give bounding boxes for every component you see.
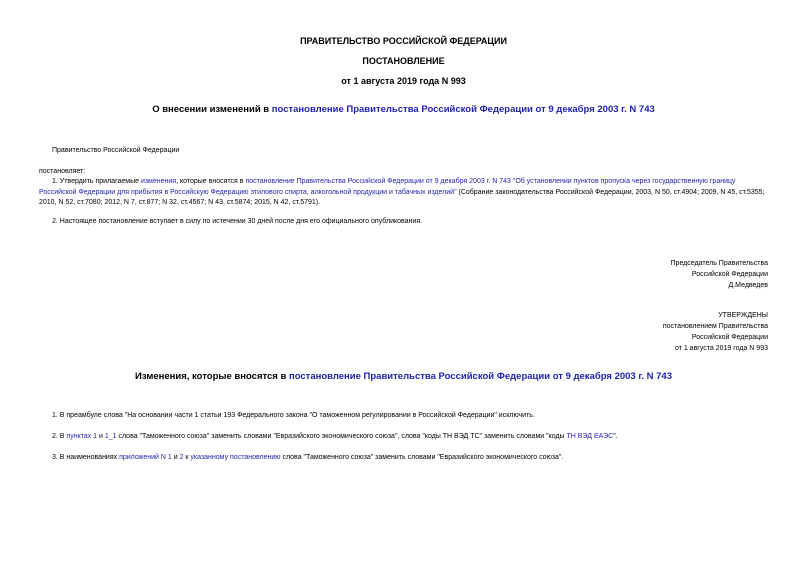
change-3-text-c: к: [183, 454, 191, 461]
appendix-1-link[interactable]: приложений N 1: [119, 454, 172, 461]
approval-line-4: от 1 августа 2019 года N 993: [674, 345, 768, 352]
change-3-paragraph: [52, 454, 563, 461]
item-1-text-a: 1. Утвердить прилагаемые: [52, 178, 141, 185]
changes-title-prefix: Изменения, которые вносятся в: [135, 371, 289, 382]
title-prefix: О внесении изменений в: [152, 104, 272, 115]
approval-line-2: постановлением Правительства: [662, 323, 768, 330]
resolves-text: постановляет:: [39, 168, 86, 175]
appendix-2-link[interactable]: 2: [179, 454, 184, 461]
government-heading: ПРАВИТЕЛЬСТВО РОССИЙСКОЙ ФЕДЕРАЦИИ: [300, 36, 507, 46]
item-1-text-b: , которые вносятся в: [176, 178, 246, 185]
tn-ved-link[interactable]: ТН ВЭД ЕАЭС: [566, 433, 614, 440]
change-2-text-c: слова "Таможенного союза" заменить словами "Евразийского экономического союза", слова "коды ТН ВЭД ТС" заменить словами "коды: [116, 433, 567, 440]
change-2-text-d: ".: [613, 433, 618, 440]
changes-link[interactable]: изменения: [140, 178, 177, 185]
change-3-text-d: слова "Таможенного союза" заменить словами "Евразийского экономического союза".: [280, 454, 564, 461]
item-1-paragraph: [39, 177, 769, 209]
decree-743-link[interactable]: постановление Правительства Российской Федерации от 9 декабря 2003 г. N 743 "Об установлении пунктов пропуска через государственную границу Российской Федерации для прибытия в Российскую Федерацию этилового спирта, алкогольной продукции и табачных изделий": [39, 178, 736, 196]
approval-line-3: Российской Федерации: [691, 334, 768, 341]
change-2-text-a: 2. В: [52, 433, 67, 440]
change-3-text-a: 3. В наименованиях: [52, 454, 120, 461]
approval-block: [663, 310, 768, 354]
changes-title: [0, 371, 807, 382]
doc-type-heading: ПОСТАНОВЛЕНИЕ: [362, 56, 445, 66]
point-1-1-link[interactable]: 1_1: [104, 433, 117, 440]
issuer-text: Правительство Российской Федерации: [52, 147, 180, 154]
date-number-heading: от 1 августа 2019 года N 993: [341, 76, 466, 86]
item-1-text-c: (Собрание законодательства Российской Федерации, 2003, N 50, ст.4904; 2009, N 45, ст.5355; 2010, N 52, ст.7080; 2012, N 7, ст.877; N 32, ст.4567; N 43, ст.5874; 2015, N 42, ст.5791).: [39, 188, 765, 207]
title-link[interactable]: постановление Правительства Российской Федерации от 9 декабря 2003 г. N 743: [271, 104, 655, 115]
change-2-paragraph: [52, 433, 618, 440]
changes-title-link[interactable]: постановление Правительства Российской Федерации от 9 декабря 2003 г. N 743: [288, 371, 672, 382]
change-3-text-b: и: [171, 454, 180, 461]
item-2-paragraph: 2. Настоящее постановление вступает в силу по истечении 30 дней после дня его официального опубликования.: [52, 218, 423, 225]
signature-country: Российской Федерации: [691, 271, 768, 278]
change-1-paragraph: 1. В преамбуле слова "На основании части 1 статьи 193 Федерального закона "О таможенном регулировании в Российской Федерации" исключить.: [52, 412, 535, 419]
signature-block: [671, 258, 768, 291]
approval-line-1: УТВЕРЖДЕНЫ: [718, 312, 768, 319]
signature-name: Д.Медведев: [728, 282, 768, 289]
change-2-text-b: и: [97, 433, 105, 440]
points-1-link[interactable]: пунктах 1: [66, 433, 98, 440]
signature-position: Председатель Правительства: [670, 260, 768, 267]
document-title: [0, 104, 807, 115]
specified-decree-link[interactable]: указанному постановлению: [190, 454, 281, 461]
